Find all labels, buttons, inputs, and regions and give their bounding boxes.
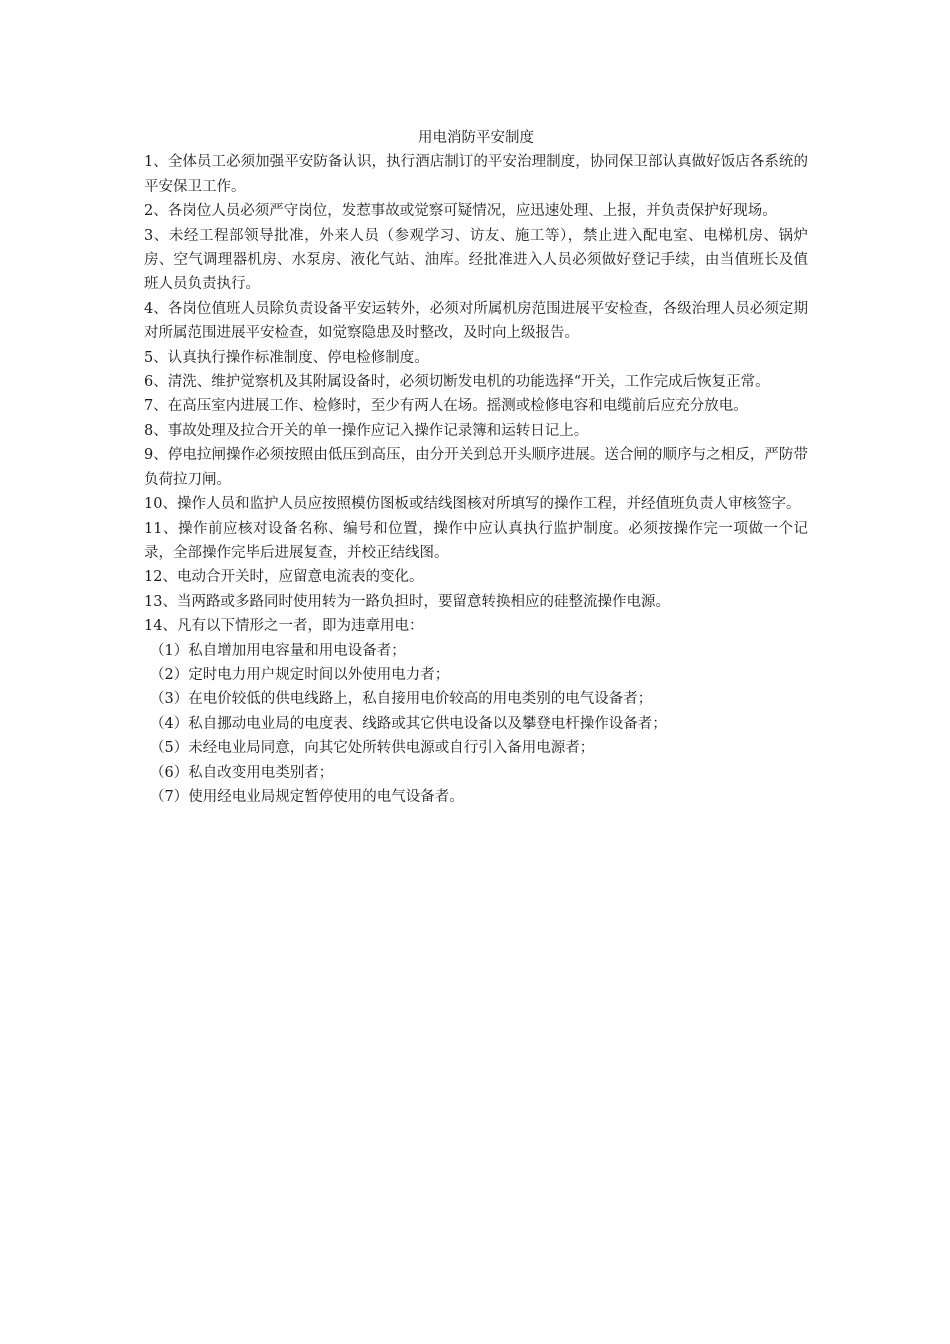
paragraph-1: 1、全体员工必须加强平安防备认识，执行酒店制订的平安治理制度，协同保卫部认真做好饭店各系统的平安保卫工作。 (144, 154, 808, 195)
paragraph-10: 10、操作人员和监护人员应按照模仿图板或结线图核对所填写的操作工程，并经值班负责人审核签字。 (144, 496, 801, 513)
sub-item-5: （5）未经电业局同意，向其它处所转供电源或自行引入备用电源者； (150, 740, 595, 757)
sub-item-2: （2）定时电力用户规定时间以外使用电力者； (150, 666, 450, 683)
sub-item-7: （7）使用经电业局规定暂停使用的电气设备者。 (150, 788, 464, 805)
paragraph-9: 9、停电拉闸操作必须按照由低压到高压，由分开关到总开头顺序进展。送合闸的顺序与之相反，严防带负荷拉刀闸。 (144, 447, 808, 488)
document-body (144, 126, 808, 809)
paragraph-2: 2、各岗位人员必须严守岗位，发惹事故或觉察可疑情况，应迅速处理、上报，并负责保护好现场。 (144, 203, 777, 220)
paragraph-12: 12、电动合开关时，应留意电流表的变化。 (144, 569, 424, 586)
paragraph-6: 6、清洗、维护觉察机及其附属设备时，必须切断发电机的功能选择“开关，工作完成后恢复正常。 (144, 374, 770, 391)
paragraph-8: 8、事故处理及拉合开关的单一操作应记入操作记录簿和运转日记上。 (144, 422, 589, 439)
paragraph-13: 13、当两路或多路同时使用转为一路负担时，要留意转换相应的硅整流操作电源。 (144, 593, 670, 610)
paragraph-7: 7、在高压室内进展工作、检修时，至少有两人在场。摇测或检修电容和电缆前后应充分放电。 (144, 398, 748, 415)
paragraph-14: 14、凡有以下情形之一者，即为违章用电： (144, 618, 424, 635)
paragraph-3: 3、未经工程部领导批准，外来人员（参观学习、访友、施工等），禁止进入配电室、电梯机房、锅炉房、空气调理器机房、水泵房、液化气站、油库。经批准进入人员必须做好登记手续，由当值班长及值班人员负责执行。 (144, 227, 808, 293)
sub-item-6: （6）私自改变用电类别者； (150, 764, 334, 781)
sub-item-1: （1）私自增加用电容量和用电设备者； (150, 642, 406, 659)
paragraph-11: 11、操作前应核对设备名称、编号和位置，操作中应认真执行监护制度。必须按操作完一项做一个记录，全部操作完毕后进展复查，并校正结线图。 (144, 520, 808, 561)
document-title: 用电消防平安制度 (418, 130, 534, 146)
paragraph-5: 5、认真执行操作标准制度、停电检修制度。 (144, 349, 429, 366)
sub-item-3: （3）在电价较低的供电线路上，私自接用电价较高的用电类别的电气设备者； (150, 691, 653, 708)
sub-item-4: （4）私自挪动电业局的电度表、线路或其它供电设备以及攀登电杆操作设备者； (150, 715, 667, 732)
paragraph-4: 4、各岗位值班人员除负责设备平安运转外，必须对所属机房范围进展平安检查，各级治理人员必须定期对所属范围进展平安检查，如觉察隐患及时整改，及时向上级报告。 (144, 300, 808, 342)
